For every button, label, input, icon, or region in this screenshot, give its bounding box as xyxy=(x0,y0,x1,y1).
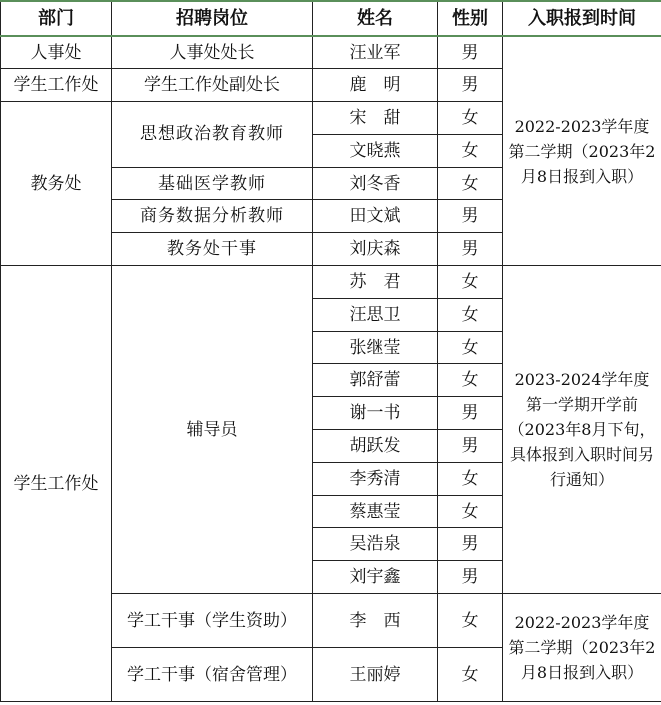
gender-cell: 女 xyxy=(438,134,503,167)
position-cell: 辅导员 xyxy=(112,266,313,594)
header-dept: 部门 xyxy=(1,1,112,36)
gender-cell: 男 xyxy=(438,36,503,69)
header-row xyxy=(1,1,661,36)
gender-cell: 男 xyxy=(438,430,503,463)
gender-cell: 男 xyxy=(438,233,503,266)
gender-cell: 女 xyxy=(438,462,503,495)
gender-cell: 女 xyxy=(438,495,503,528)
gender-cell: 女 xyxy=(438,364,503,397)
position-cell: 学工干事（学生资助） xyxy=(112,594,313,648)
name-cell: 李 西 xyxy=(313,594,438,648)
position-cell: 人事处处长 xyxy=(112,36,313,69)
dept-cell: 学生工作处 xyxy=(1,266,112,702)
dept-cell: 学生工作处 xyxy=(1,69,112,102)
gender-cell: 女 xyxy=(438,298,503,331)
gender-cell: 男 xyxy=(438,397,503,430)
name-cell: 田文斌 xyxy=(313,200,438,233)
name-cell: 王丽婷 xyxy=(313,648,438,702)
time-cell: 2022-2023学年度第二学期（2023年2月8日报到入职） xyxy=(503,594,661,702)
name-cell: 文晓燕 xyxy=(313,134,438,167)
header-position: 招聘岗位 xyxy=(112,1,313,36)
position-cell: 教务处干事 xyxy=(112,233,313,266)
name-cell: 张继莹 xyxy=(313,331,438,364)
time-cell: 2023-2024学年度第一学期开学前（2023年8月下旬，具体报到入职时间另行通知） xyxy=(503,266,661,594)
gender-cell: 女 xyxy=(438,331,503,364)
position-cell: 商务数据分析教师 xyxy=(112,200,313,233)
name-cell: 郭舒蕾 xyxy=(313,364,438,397)
name-cell: 刘宇鑫 xyxy=(313,561,438,594)
name-cell: 鹿 明 xyxy=(313,69,438,102)
gender-cell: 女 xyxy=(438,266,503,299)
dept-cell: 教务处 xyxy=(1,102,112,266)
name-cell: 吴浩泉 xyxy=(313,528,438,561)
gender-cell: 女 xyxy=(438,648,503,702)
header-time: 入职报到时间 xyxy=(503,1,661,36)
name-cell: 刘冬香 xyxy=(313,167,438,200)
gender-cell: 男 xyxy=(438,200,503,233)
gender-cell: 女 xyxy=(438,594,503,648)
position-cell: 思想政治教育教师 xyxy=(112,102,313,168)
name-cell: 汪业军 xyxy=(313,36,438,69)
time-cell: 2022-2023学年度第二学期（2023年2月8日报到入职） xyxy=(503,36,661,266)
name-cell: 刘庆森 xyxy=(313,233,438,266)
name-cell: 苏 君 xyxy=(313,266,438,299)
name-cell: 汪思卫 xyxy=(313,298,438,331)
dept-cell: 人事处 xyxy=(1,36,112,69)
position-cell: 基础医学教师 xyxy=(112,167,313,200)
gender-cell: 女 xyxy=(438,102,503,135)
gender-cell: 男 xyxy=(438,561,503,594)
header-gender: 性别 xyxy=(438,1,503,36)
name-cell: 谢一书 xyxy=(313,397,438,430)
header-name: 姓名 xyxy=(313,1,438,36)
name-cell: 蔡惠莹 xyxy=(313,495,438,528)
table-row xyxy=(1,36,661,69)
name-cell: 李秀清 xyxy=(313,462,438,495)
name-cell: 胡跃发 xyxy=(313,430,438,463)
position-cell: 学工干事（宿舍管理） xyxy=(112,648,313,702)
name-cell: 宋 甜 xyxy=(313,102,438,135)
gender-cell: 女 xyxy=(438,167,503,200)
table-row xyxy=(1,266,661,299)
gender-cell: 男 xyxy=(438,528,503,561)
position-cell: 学生工作处副处长 xyxy=(112,69,313,102)
gender-cell: 男 xyxy=(438,69,503,102)
